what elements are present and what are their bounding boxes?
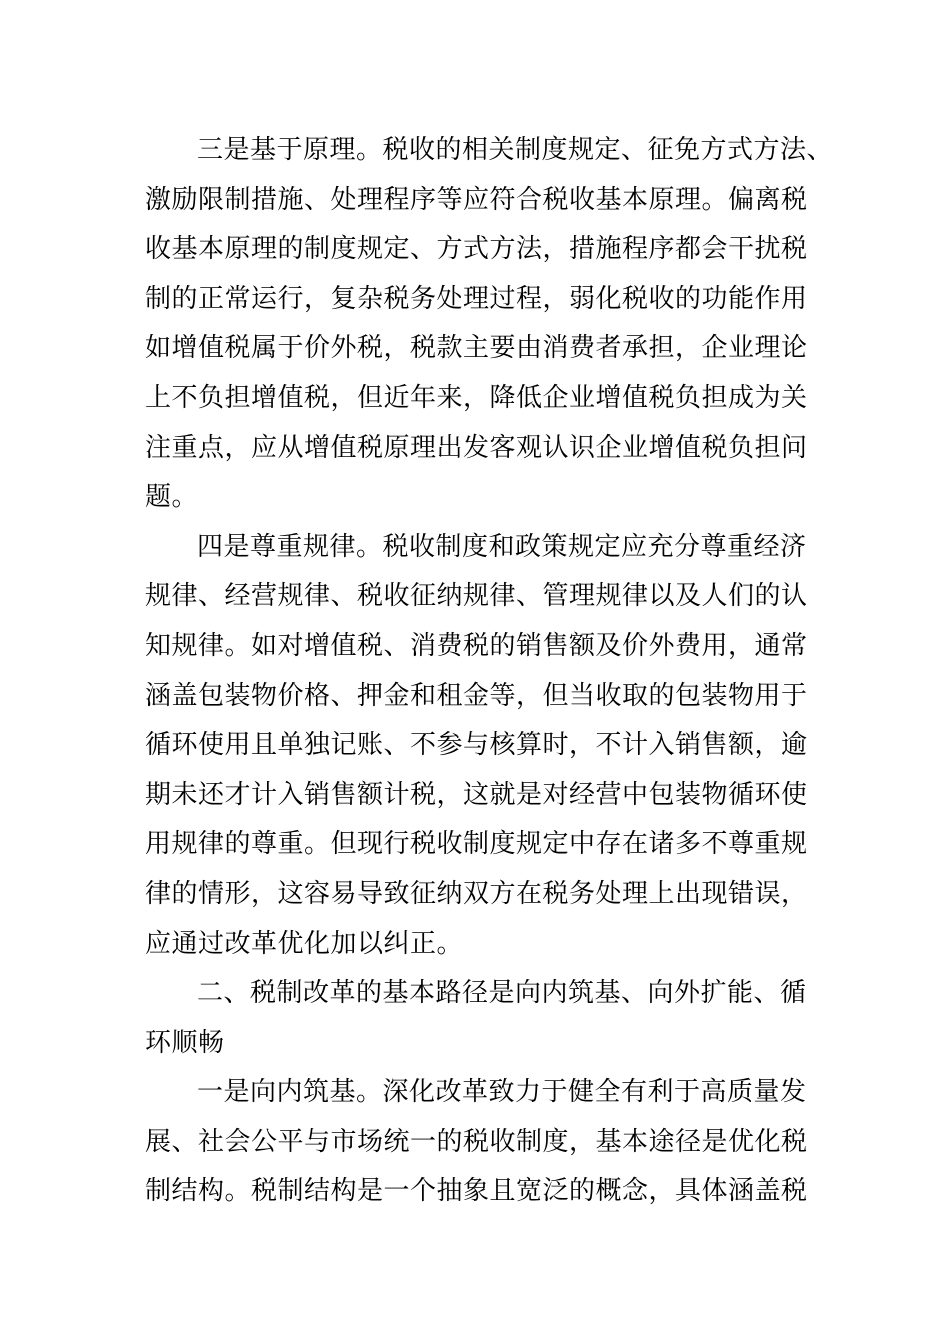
text-line: 题。 — [145, 482, 199, 513]
heading-line: 环顺畅 — [145, 1027, 225, 1058]
text-line: 规律、经营规律、税收征纳规律、管理规律以及人们的认 — [145, 581, 808, 612]
text-line: 知规律。如对增值税、消费税的销售额及价外费用，通常 — [145, 630, 808, 661]
text-line: 上不负担增值税，但近年来，降低企业增值税负担成为关 — [145, 382, 808, 413]
text-line: 一是向内筑基。深化改革致力于健全有利于高质量发 — [197, 1077, 807, 1108]
text-line: 应通过改革优化加以纠正。 — [145, 928, 464, 959]
paragraph-principles — [145, 126, 834, 523]
text-line: 涵盖包装物价格、押金和租金等，但当收取的包装物用于 — [145, 680, 808, 711]
text-line: 注重点，应从增值税原理出发客观认识企业增值税负担问 — [145, 432, 808, 463]
text-line: 三是基于原理。税收的相关制度规定、征免方式方法、 — [197, 135, 834, 165]
paragraph-respect-laws — [145, 523, 810, 969]
text-line: 四是尊重规律。税收制度和政策规定应充分尊重经济 — [197, 531, 807, 562]
text-line: 展、社会公平与市场统一的税收制度，基本途径是优化税 — [145, 1126, 808, 1157]
document-body — [145, 126, 834, 1217]
text-line: 激励限制措施、处理程序等应符合税收基本原理。偏离税 — [145, 184, 808, 215]
text-line: 收基本原理的制度规定、方式方法，措施程序都会干扰税 — [145, 234, 808, 265]
text-line: 制结构。税制结构是一个抽象且宽泛的概念，具体涵盖税 — [145, 1176, 808, 1207]
paragraph-inward-foundation — [145, 1068, 810, 1217]
section-heading-2 — [145, 969, 810, 1068]
text-line: 如增值税属于价外税，税款主要由消费者承担，企业理论 — [145, 333, 808, 364]
text-line: 制的正常运行，复杂税务处理过程，弱化税收的功能作用 — [145, 283, 808, 314]
text-line: 律的情形，这容易导致征纳双方在税务处理上出现错误， — [145, 878, 808, 909]
text-line: 期未还才计入销售额计税，这就是对经营中包装物循环使 — [145, 779, 808, 810]
text-line: 用规律的尊重。但现行税收制度规定中存在诸多不尊重规 — [145, 829, 808, 860]
text-line: 循环使用且单独记账、不参与核算时，不计入销售额，逾 — [145, 730, 808, 761]
heading-line: 二、税制改革的基本路径是向内筑基、向外扩能、循 — [197, 978, 807, 1009]
